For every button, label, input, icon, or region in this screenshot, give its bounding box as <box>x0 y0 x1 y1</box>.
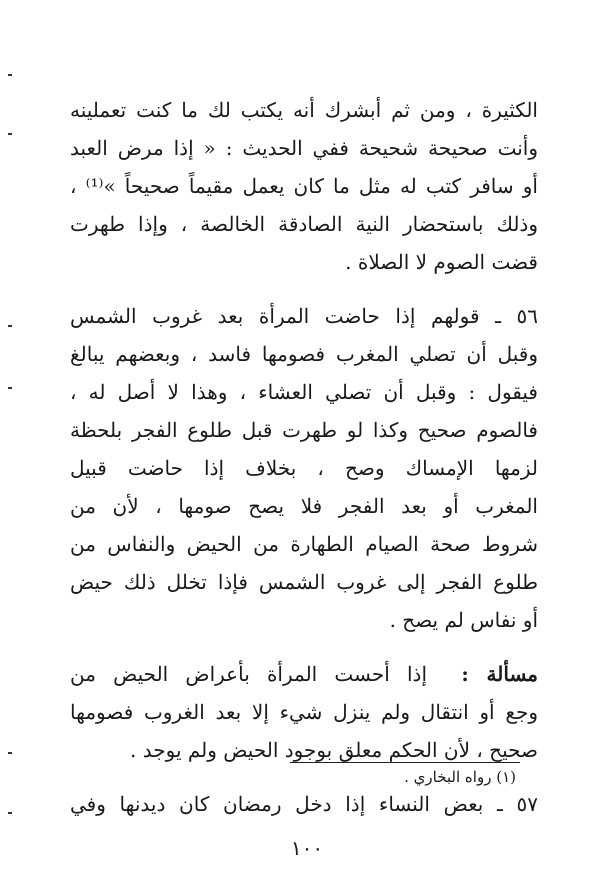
text-line: طلوع الفجر إلى غروب الشمس فإذا تخلل ذلك حيض <box>70 570 538 594</box>
text-line: ٥٧ ـ بعض النساء إذا دخل رمضان كان ديدنها وفي <box>70 792 538 816</box>
issue-text: إذا أحست المرأة بأعراض الحيض من <box>70 662 428 686</box>
text-line: لزمها الإمساك وصح ، بخلاف إذا حاضت قبيل <box>70 456 538 480</box>
paragraph-2 <box>70 297 538 639</box>
text-line: أو نفاس لم يصح . <box>389 608 538 632</box>
issue-label: مسألة : <box>461 662 538 686</box>
text-line: قضت الصوم لا الصلاة . <box>345 250 538 274</box>
margin-mark <box>8 387 12 389</box>
page-number: ١٠٠ <box>290 836 324 860</box>
margin-mark <box>8 325 12 327</box>
body-text <box>70 91 538 823</box>
margin-mark <box>8 812 12 814</box>
text-line: المغرب أو بعد الفجر فلا يصح صومها ، لأن من <box>70 494 538 518</box>
text-line: فيقول : وقبل أن تصلي العشاء ، وهذا لا أصل له ، <box>70 380 538 404</box>
text-line <box>70 655 538 693</box>
text-line: وذلك باستحضار النية الصادقة الخالصة ، وإذا طهرت <box>70 212 538 236</box>
text-line: صحيح ، لأن الحكم معلق بوجود الحيض ولم يوجد . <box>130 738 538 762</box>
text-line: وقبل أن تصلي المغرب فصومها فاسد ، وبعضهم يبالغ <box>70 342 538 366</box>
footnote-separator <box>290 762 520 763</box>
margin-mark <box>8 133 12 135</box>
margin-mark <box>8 752 12 754</box>
text-line: فالصوم صحيح وكذا لو طهرت قبل طلوع الفجر بلحظة <box>70 418 538 442</box>
margin-mark <box>8 74 12 76</box>
text-line: الكثيرة ، ومن ثم أبشرك أنه يكتب لك ما كنت تعملينه <box>70 98 538 122</box>
text-line: شروط صحة الصيام الطهارة من الحيض والنفاس من <box>70 532 538 556</box>
text-line: أو سافر كتب له مثل ما كان يعمل مقيماً صحيحاً »⁽¹⁾ ، <box>70 174 538 198</box>
paragraph-3 <box>70 655 538 769</box>
text-line: وأنت صحيحة شحيحة ففي الحديث : « إذا مرض العبد <box>70 136 538 160</box>
text-line: وجع أو انتقال ولم ينزل شيء إلا بعد الغروب فصومها <box>70 700 538 724</box>
paragraph-1 <box>70 91 538 281</box>
paragraph-4 <box>70 785 538 823</box>
text-line: ٥٦ ـ قولهم إذا حاضت المرأة بعد غروب الشمس <box>70 304 538 328</box>
footnote: (١) رواه البخاري . <box>404 768 516 786</box>
